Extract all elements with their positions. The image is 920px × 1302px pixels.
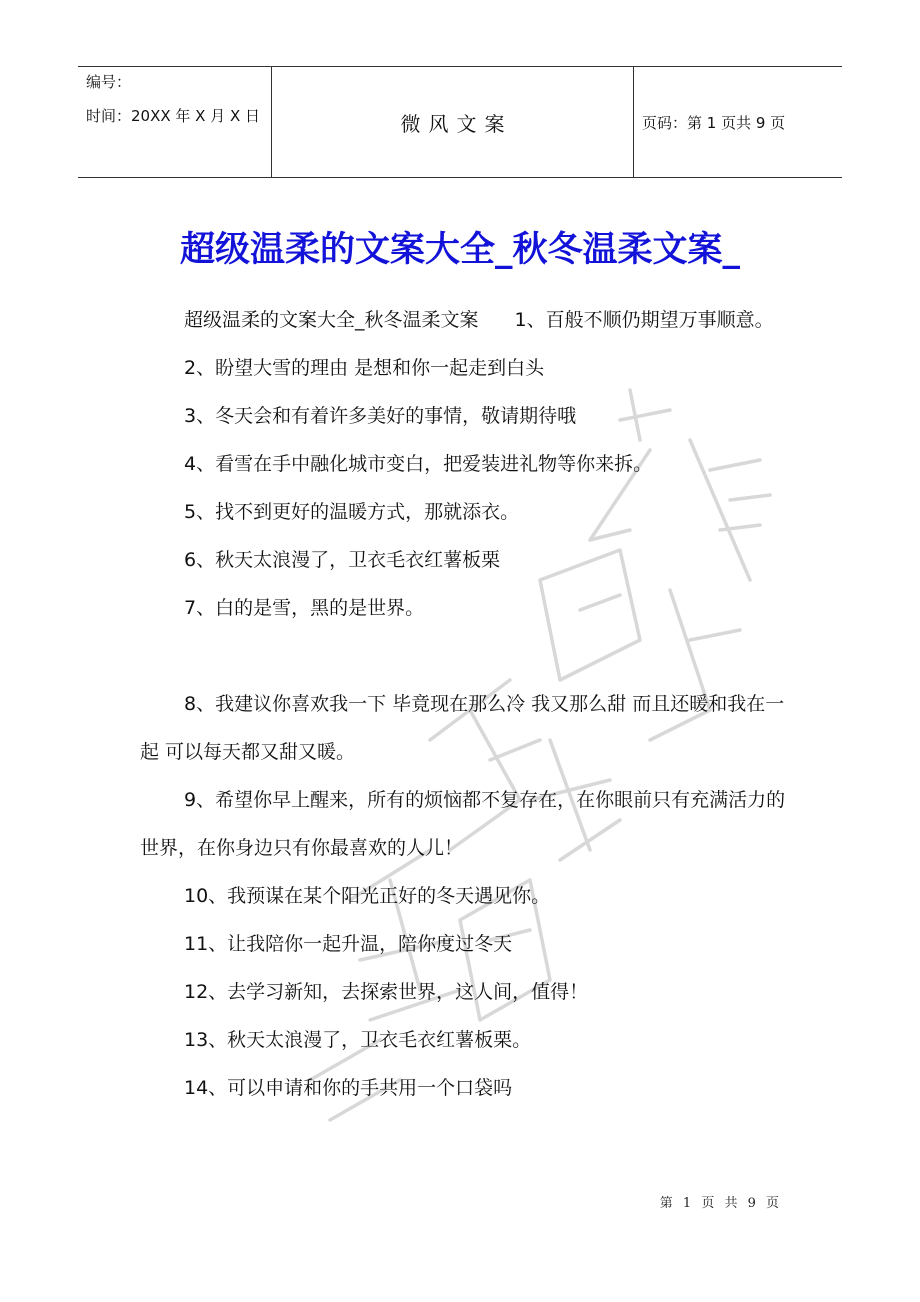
- header-right-cell: [634, 67, 842, 177]
- page-footer: 第 1 页 共 9 页: [659, 1196, 782, 1211]
- list-item: 13、秋天太浪漫了，卫衣毛衣红薯板栗。: [184, 1029, 532, 1051]
- list-item: 11、让我陪你一起升温，陪你度过冬天: [184, 933, 513, 955]
- document-header: [78, 66, 842, 178]
- list-item: 14、可以申请和你的手共用一个口袋吗: [184, 1077, 513, 1099]
- header-center-title: 微风文案: [400, 111, 513, 136]
- header-center-cell: [272, 67, 634, 177]
- header-page-code: 页码：第 1 页共 9 页: [642, 113, 786, 132]
- header-left-cell: [78, 67, 272, 177]
- list-item: 7、白的是雪，黑的是世界。: [184, 597, 425, 619]
- list-item: 2、盼望大雪的理由 是想和你一起走到白头: [184, 357, 545, 379]
- item-1: 1、百般不顺仍期望万事顺意。: [514, 309, 774, 331]
- list-item: 9、希望你早上醒来，所有的烦恼都不复存在，在你眼前只有充满活力的世界，在你身边只有你最喜欢的人儿！: [140, 789, 786, 859]
- document-number-label: 编号：: [86, 73, 132, 91]
- document-time-label: 时间：20XX 年 X 月 X 日: [86, 107, 261, 125]
- list-item: 6、秋天太浪漫了，卫衣毛衣红薯板栗: [184, 549, 501, 571]
- document-body: [140, 296, 800, 1112]
- intro-text: 超级温柔的文案大全_秋冬温柔文案: [184, 309, 479, 331]
- list-item: 3、冬天会和有着许多美好的事情，敬请期待哦: [184, 405, 577, 427]
- blank-line: [140, 632, 800, 680]
- list-item: 8、我建议你喜欢我一下 毕竟现在那么冷 我又那么甜 而且还暖和我在一起 可以每天都又甜又暖。: [140, 693, 785, 763]
- list-item: 5、找不到更好的温暖方式，那就添衣。: [184, 501, 520, 523]
- paragraph-intro: [140, 296, 800, 344]
- list-item: 10、我预谋在某个阳光正好的冬天遇见你。: [184, 885, 551, 907]
- document-title: 超级温柔的文案大全_秋冬温柔文案_: [179, 230, 740, 270]
- list-item: 4、看雪在手中融化城市变白，把爱装进礼物等你来拆。: [184, 453, 653, 475]
- list-item: 12、去学习新知，去探索世界，这人间，值得！: [184, 981, 589, 1003]
